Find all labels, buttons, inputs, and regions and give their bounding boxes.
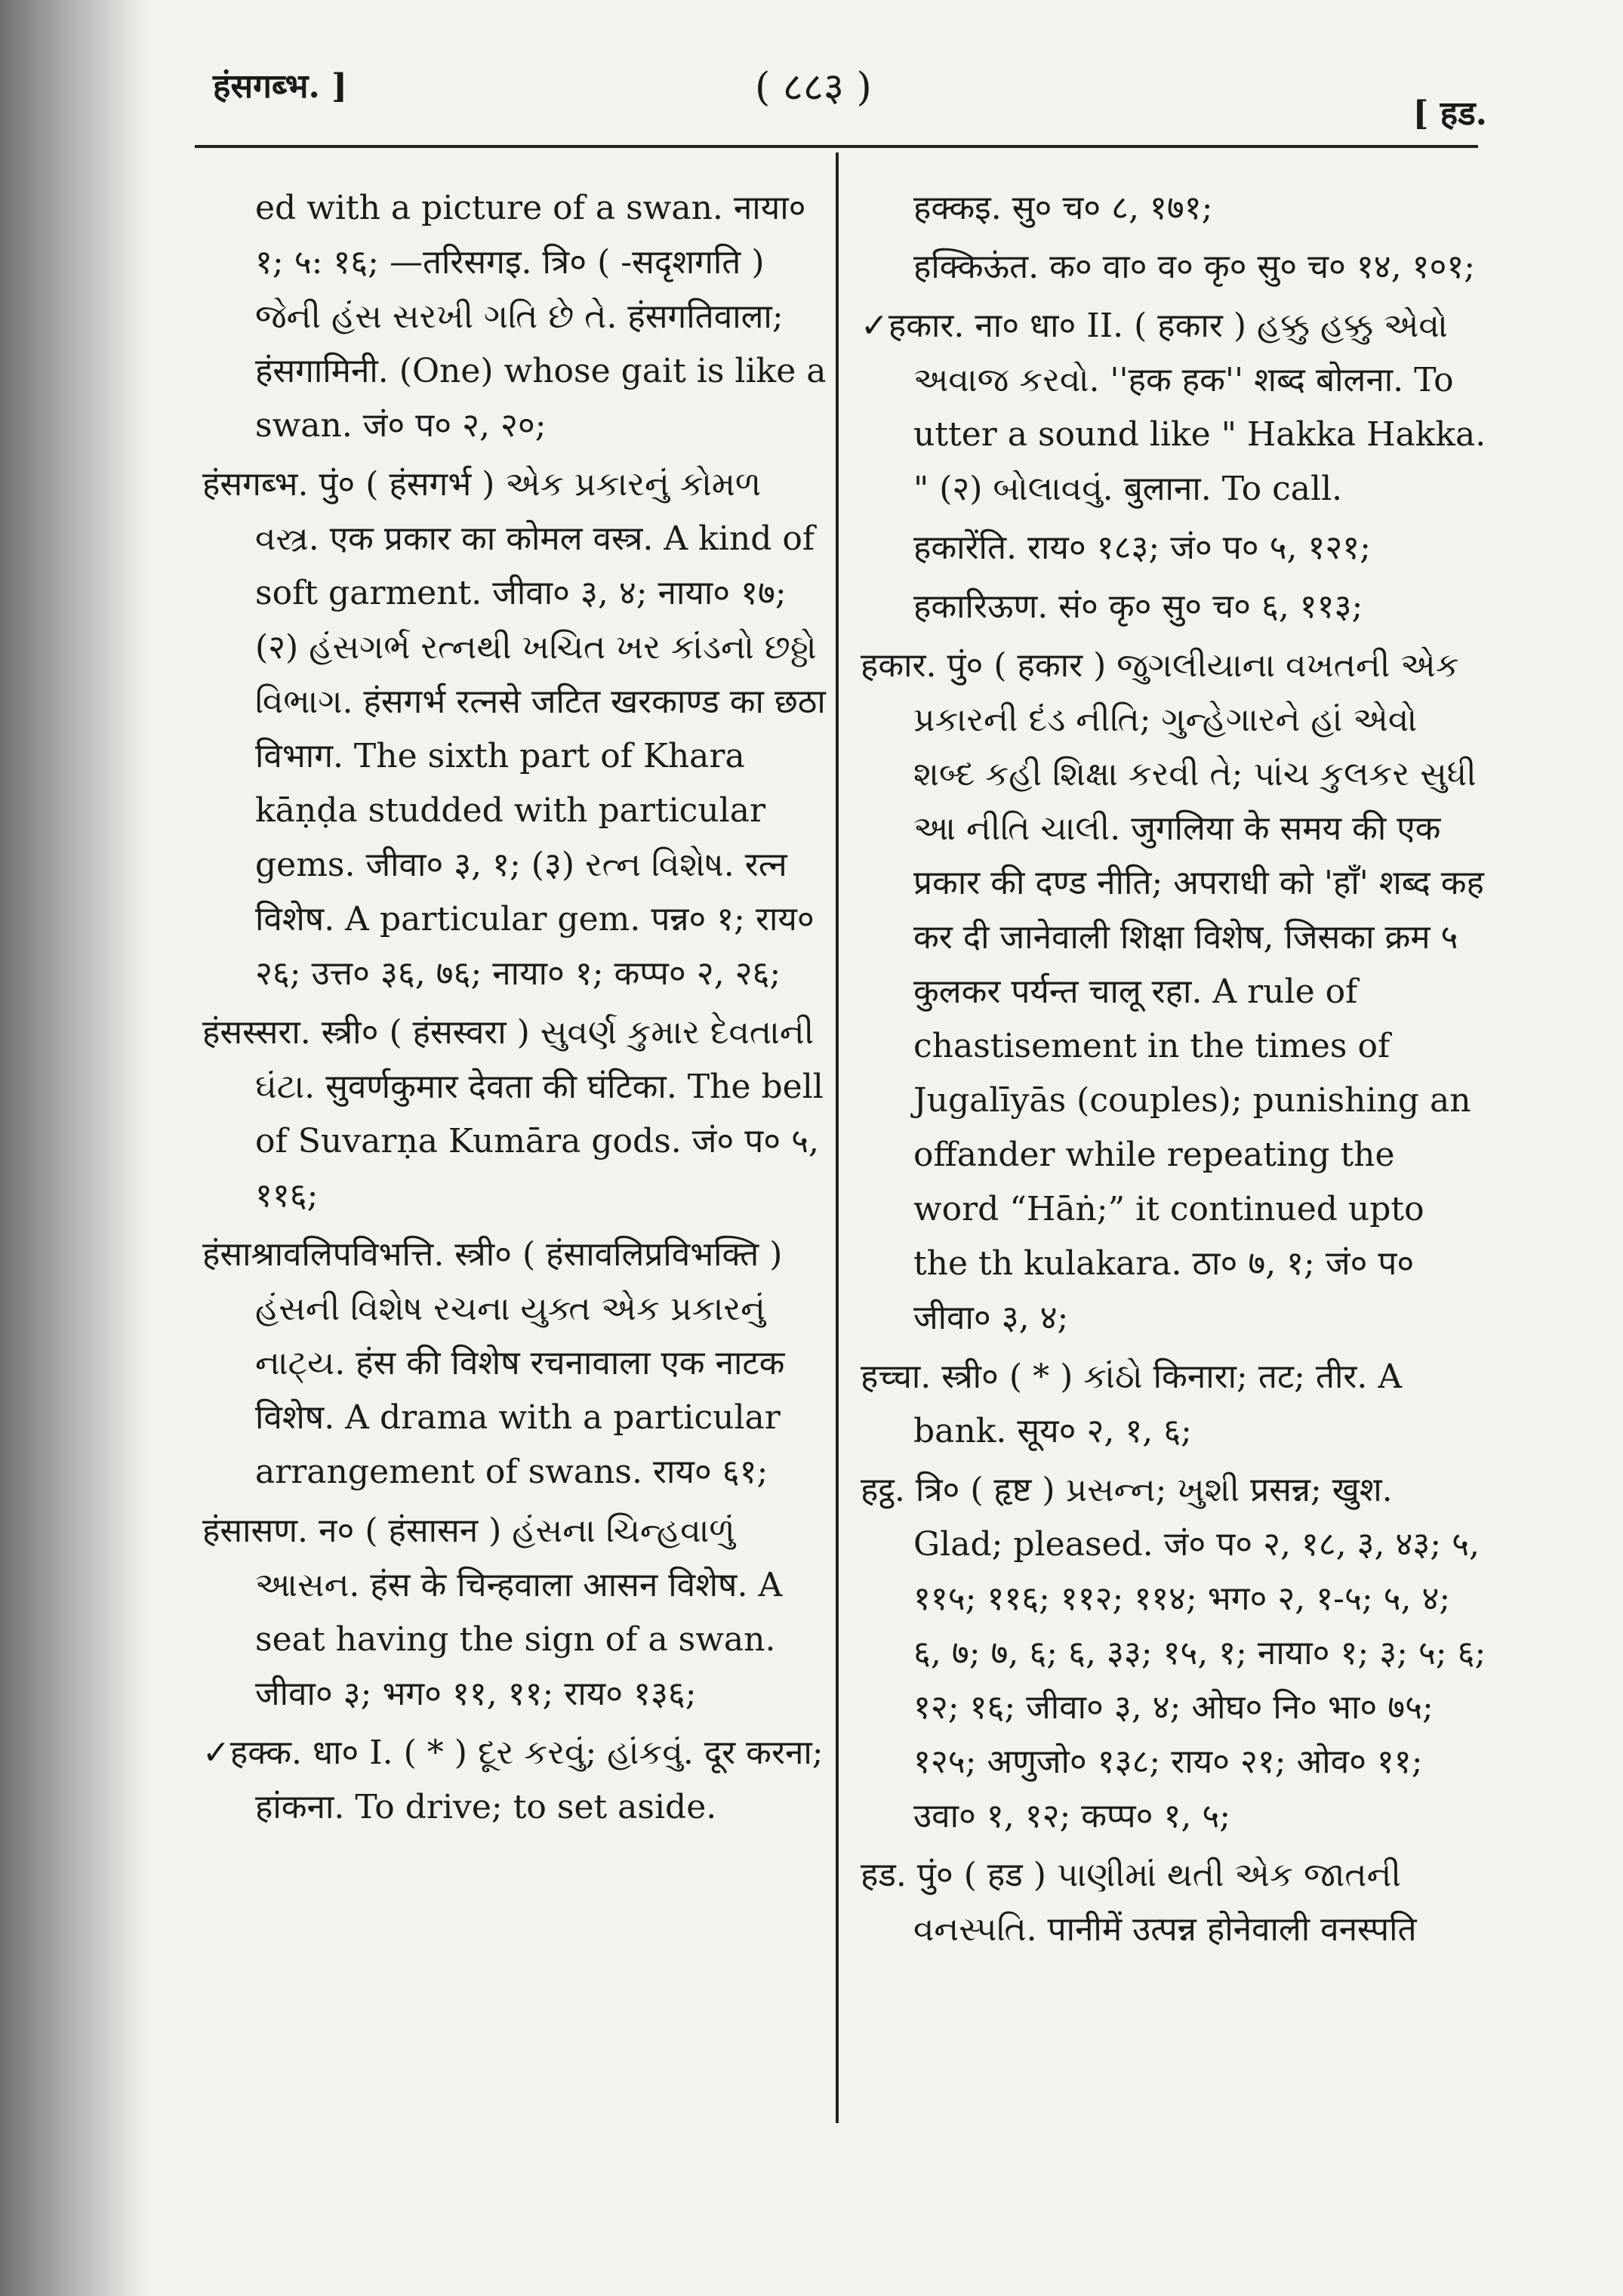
dictionary-entry: हच्चा. स्त्री० ( * ) કાંઠો किनारा; तट; तीर. A bank. सूय० २, १, ६; <box>861 1358 1403 1450</box>
dictionary-subentry: हकारेंति. राय० १८३; जं० प० ५, १२१; <box>913 529 1371 567</box>
page-number: ( ८८३ ) <box>755 65 872 110</box>
dictionary-entry: हंसस्सरा. स्त्री० ( हंसस्वरा ) સુવર્ણ કુમાર દેવતાની ઘંટા. सुवर्णकुमार देवता की घंटिका. The bell of Suvarṇa Kumāra gods. जं० प० ५, ११६; <box>202 1013 824 1215</box>
dictionary-entry: हट्ठ. त्रि० ( हृष्ट ) પ્રસન્ન; ખુશી प्रसन्न; खुश. Glad; pleased. जं० प० २, १८, ३, ४३; ५, ११५; ११६; ११२; ११४; भग० २, १-५; ५, ४; ६, ७; ७, ६; ६, ३३; १५, १; नाया० १; ३; ५; ६; १२; १६; जीवा० ३, ४; ओघ० नि० भा० ७५; १२५; अणुजो० १३८; राय० २१; ओव० ११; उवा० १, १२; कप्प० १, ५; <box>861 1471 1486 1835</box>
dictionary-entry: हंसासण. न० ( हंसासन ) હંસના ચિન્હવાળું આસન. हंस के चिन्हवाला आसन विशेष. A seat having the sign of a swan. जीवा० ३; भग० ११, ११; राय० १३६; <box>202 1512 783 1713</box>
dictionary-subentry: हक्किऊंत. क० वा० व० कृ० सु० च० १४, १०१; <box>913 248 1476 286</box>
book-spine-shadow <box>0 0 151 2296</box>
header-right-guideword: [ हड. <box>1412 94 1487 133</box>
dictionary-entry: हड. पुं० ( हड ) પાણીમાં થતી એક જાતની વનસ્પતિ. पानीमें उत्पन्न होनेवाली वनस्पति <box>861 1856 1417 1949</box>
dictionary-entry: ✓हक्क. धा० I. ( * ) દૂર કરવું; હાંકવું. दूर करना; हांकना. To drive; to set aside. <box>202 1734 824 1826</box>
right-column <box>861 181 1487 1962</box>
left-column <box>202 181 829 1839</box>
column-divider <box>836 153 839 2123</box>
header-left-guideword: हंसगब्भ. ] <box>213 67 347 106</box>
page-header <box>204 54 1487 137</box>
dictionary-entry: ✓हकार. ना० धा० II. ( हकार ) હક્કુ હક્કુ એવો અવાજ કરવો. ''हक हक'' शब्द बोलना. To utter a sound like " Hakka Hakka. " (२) બોલાવવું. बुलाना. To call. <box>861 307 1486 508</box>
dictionary-entry: ed with a picture of a swan. नाया० १; ५: १६; —तरिसगइ. त्रि० ( -सदृशगति ) જેની હંસ સરખી ગતિ છે તે. हंसगतिवाला; हंसगामिनी. (One) whose gait is like a swan. जं० प० २, २०; <box>255 189 827 445</box>
dictionary-entry: हकार. पुं० ( हकार ) જુગલીયાના વખતની એક પ્રકારની દંડ નીતિ; ગુન્હેગારને હાં એવો શબ્દ કહી શિક્ષા કરવી તે; પાંચ કુલકર સુધી આ નીતિ ચાલી. जुगलिया के समय की एक प्रकार की दण्ड नीति; अपराधी को 'हाँ' शब्द कह कर दी जानेवाली शिक्षा विशेष, जिसका क्रम ५ कुलकर पर्यन्त चालू रहा. A rule of chastisement in the times of Jugalīyās (couples); punishing an offander while repeating the word “Hāṅ;” it continued upto the th kulakara. ठा० ७, १; जं० प० जीवा० ३, ४; <box>861 646 1484 1337</box>
header-rule <box>195 145 1478 148</box>
dictionary-entry: हंसाश्रावलिपविभत्ति. स्त्री० ( हंसावलिप्रविभक्ति ) હંસની વિશેષ રચના યુક્ત એક પ્રકારનું નાટ્ય. हंस की विशेष रचनावाला एक नाटक विशेष. A drama with a particular arrangement of swans. राय० ६१; <box>202 1235 785 1491</box>
dictionary-subentry: हक्कइ. सु० च० ८, १७१; <box>913 189 1213 227</box>
dictionary-subentry: हकारिऊण. सं० कृ० सु० च० ६, ११३; <box>913 587 1363 626</box>
dictionary-entry: हंसगब्भ. पुं० ( हंसगर्भ ) એક પ્રકારનું કોમળ વસ્ત્ર. एक प्रकार का कोमल वस्त्र. A kind of soft garment. जीवा० ३, ४; नाया० १७; (२) હંસગર્ભ રત્નથી ખચિત ખર કાંડનો છઠ્ઠો વિભાગ. हंसगर्भ रत्नसे जटित खरकाण्ड का छठा विभाग. The sixth part of Khara kāṇḍa studded with particular gems. जीवा० ३, १; (३) રત્ન વિશેષ. रत्न विशेष. A particular gem. पन्न० १; राय० २६; उत्त० ३६, ७६; नाया० १; कप्प० २, २६; <box>202 465 826 993</box>
